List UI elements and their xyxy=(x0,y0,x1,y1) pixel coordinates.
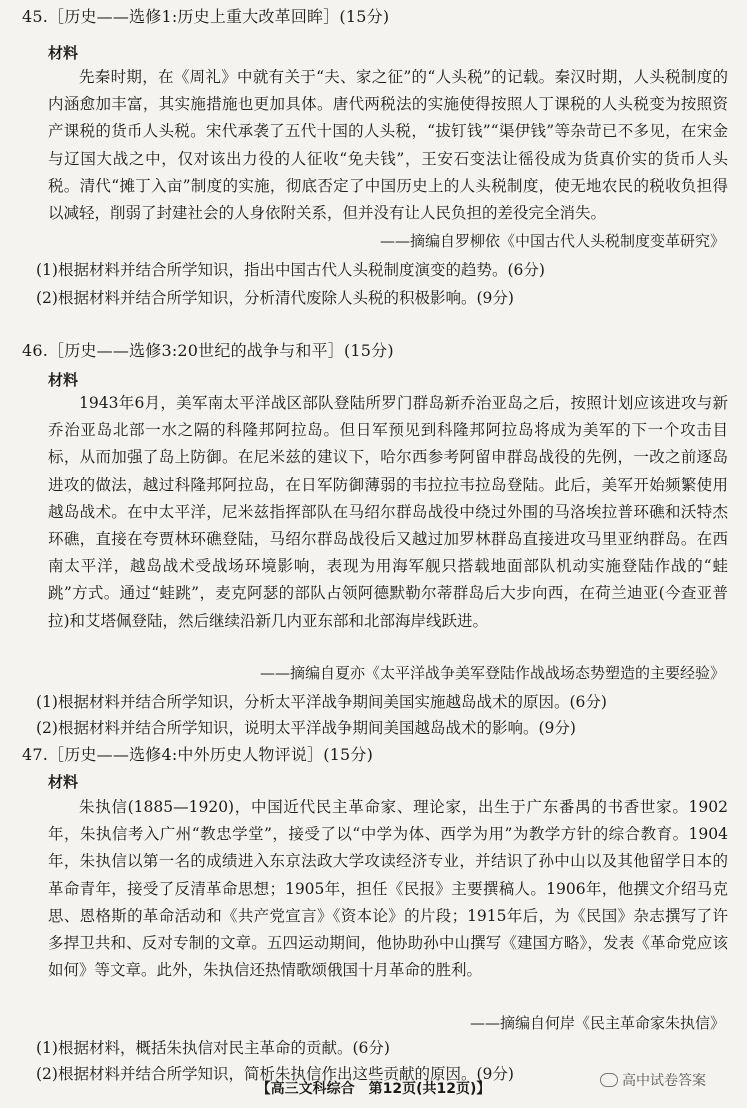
q46-question-2: (2)根据材料并结合所学知识，说明太平洋战争期间美国越岛战术的影响。(9分) xyxy=(36,719,576,737)
q46-source: ——摘编自夏亦《太平洋战争美军登陆作战战场态势塑造的主要经验》 xyxy=(259,664,725,682)
q47-question-1: (1)根据材料，概括朱执信对民主革命的贡献。(6分) xyxy=(36,1039,390,1057)
q47-material-label: 材料 xyxy=(48,773,79,791)
q46-heading: 46.［历史——选修3:20世纪的战争与和平］(15分) xyxy=(22,341,394,360)
q45-material-paragraph: 先秦时期，在《周礼》中就有关于“夫、家之征”的“人头税”的记载。秦汉时期，人头税制度的内涵愈加丰富，其实施措施也更加具体。唐代两税法的实施使得按照人丁课税的人头税变为按照资产课税的货币人头税。宋代承袭了五代十国的人头税，“拔钉钱”“渠伊钱”等杂苛已不多见，在宋金与辽国大战之中，仅对该出力役的人征收“免夫钱”，王安石变法让徭役成为货真价实的货币人头税。清代“摊丁入亩”制度的实施，彻底否定了中国历史上的人头税制度，使无地农民的税收负担得以减轻，削弱了封建社会的人身依附关系，但并没有让人民负担的差役完全消失。 xyxy=(48,68,728,223)
q47-heading: 47.［历史——选修4:中外历史人物评说］(15分) xyxy=(22,745,374,764)
q47-question-2: (2)根据材料并结合所学知识，简析朱执信作出这些贡献的原因。(9分) xyxy=(36,1065,514,1083)
q45-material-label: 材料 xyxy=(48,44,79,62)
wechat-icon xyxy=(600,1073,618,1087)
watermark xyxy=(600,1070,706,1090)
q46-material-label: 材料 xyxy=(48,371,79,389)
q45-question-1: (1)根据材料并结合所学知识，指出中国古代人头税制度演变的趋势。(6分) xyxy=(36,261,545,279)
q46-material-paragraph: 1943年6月，美军南太平洋战区部队登陆所罗门群岛新乔治亚岛之后，按照计划应该进攻与新乔治亚岛北部一水之隔的科隆邦阿拉岛。但日军预见到科隆邦阿拉岛将成为美军的下一个攻击目标，从而加强了岛上防御。在尼米兹的建议下，哈尔西参考阿留申群岛战役的先例，一改之前逐岛进攻的做法，越过科隆邦阿拉岛，在日军防御薄弱的韦拉拉韦拉岛登陆。此后，美军开始频繁使用越岛战术。在中太平洋，尼米兹指挥部队在马绍尔群岛战役中绕过外围的马洛埃拉普环礁和沃特杰环礁，直接在夸贾林环礁登陆，马绍尔群岛战役后又越过加罗林群岛直接进攻马里亚纳群岛。在西南太平洋，越岛战术受战场环境影响，表现为用海军舰只搭载地面部队机动实施登陆作战的“蛙跳”方式。通过“蛙跳”，麦克阿瑟的部队占领阿德默勒尔蒂群岛后大步向西，在荷兰迪亚(今查亚普拉)和艾塔佩登陆，然后继续沿新几内亚东部和北部海岸线跃进。 xyxy=(48,394,728,630)
watermark-text: 高中试卷答案 xyxy=(622,1073,706,1089)
q45-question-2: (2)根据材料并结合所学知识，分析清代废除人头税的积极影响。(9分) xyxy=(36,289,514,307)
q45-source: ——摘编自罗柳依《中国古代人头税制度变革研究》 xyxy=(379,232,725,250)
q45-heading: 45.［历史——选修1:历史上重大改革回眸］(15分) xyxy=(22,7,390,26)
page-footer: 【高三文科综合 第12页(共12页)】 xyxy=(256,1081,491,1097)
q47-material-paragraph: 朱执信(1885—1920)，中国近代民主革命家、理论家，出生于广东番禺的书香世家。1902年，朱执信考入广州“教忠学堂”，接受了以“中学为体、西学为用”为教学方针的综合教育。1904年，朱执信以第一名的成绩进入东京法政大学攻读经济专业，并结识了孙中山以及其他留学日本的革命青年，接受了反清革命思想；1905年，担任《民报》主要撰稿人。1906年，他撰文介绍马克思、恩格斯的革命活动和《共产党宣言》《资本论》的片段；1915年后，为《民国》杂志撰写了许多捍卫共和、反对专制的文章。五四运动期间，他协助孙中山撰写《建国方略》，发表《革命党应该如何》等文章。此外，朱执信还热情歌颂俄国十月革命的胜利。 xyxy=(48,798,728,980)
q46-question-1: (1)根据材料并结合所学知识，分析太平洋战争期间美国实施越岛战术的原因。(6分) xyxy=(36,693,607,711)
q47-source: ——摘编自何岸《民主革命家朱执信》 xyxy=(469,1014,725,1032)
